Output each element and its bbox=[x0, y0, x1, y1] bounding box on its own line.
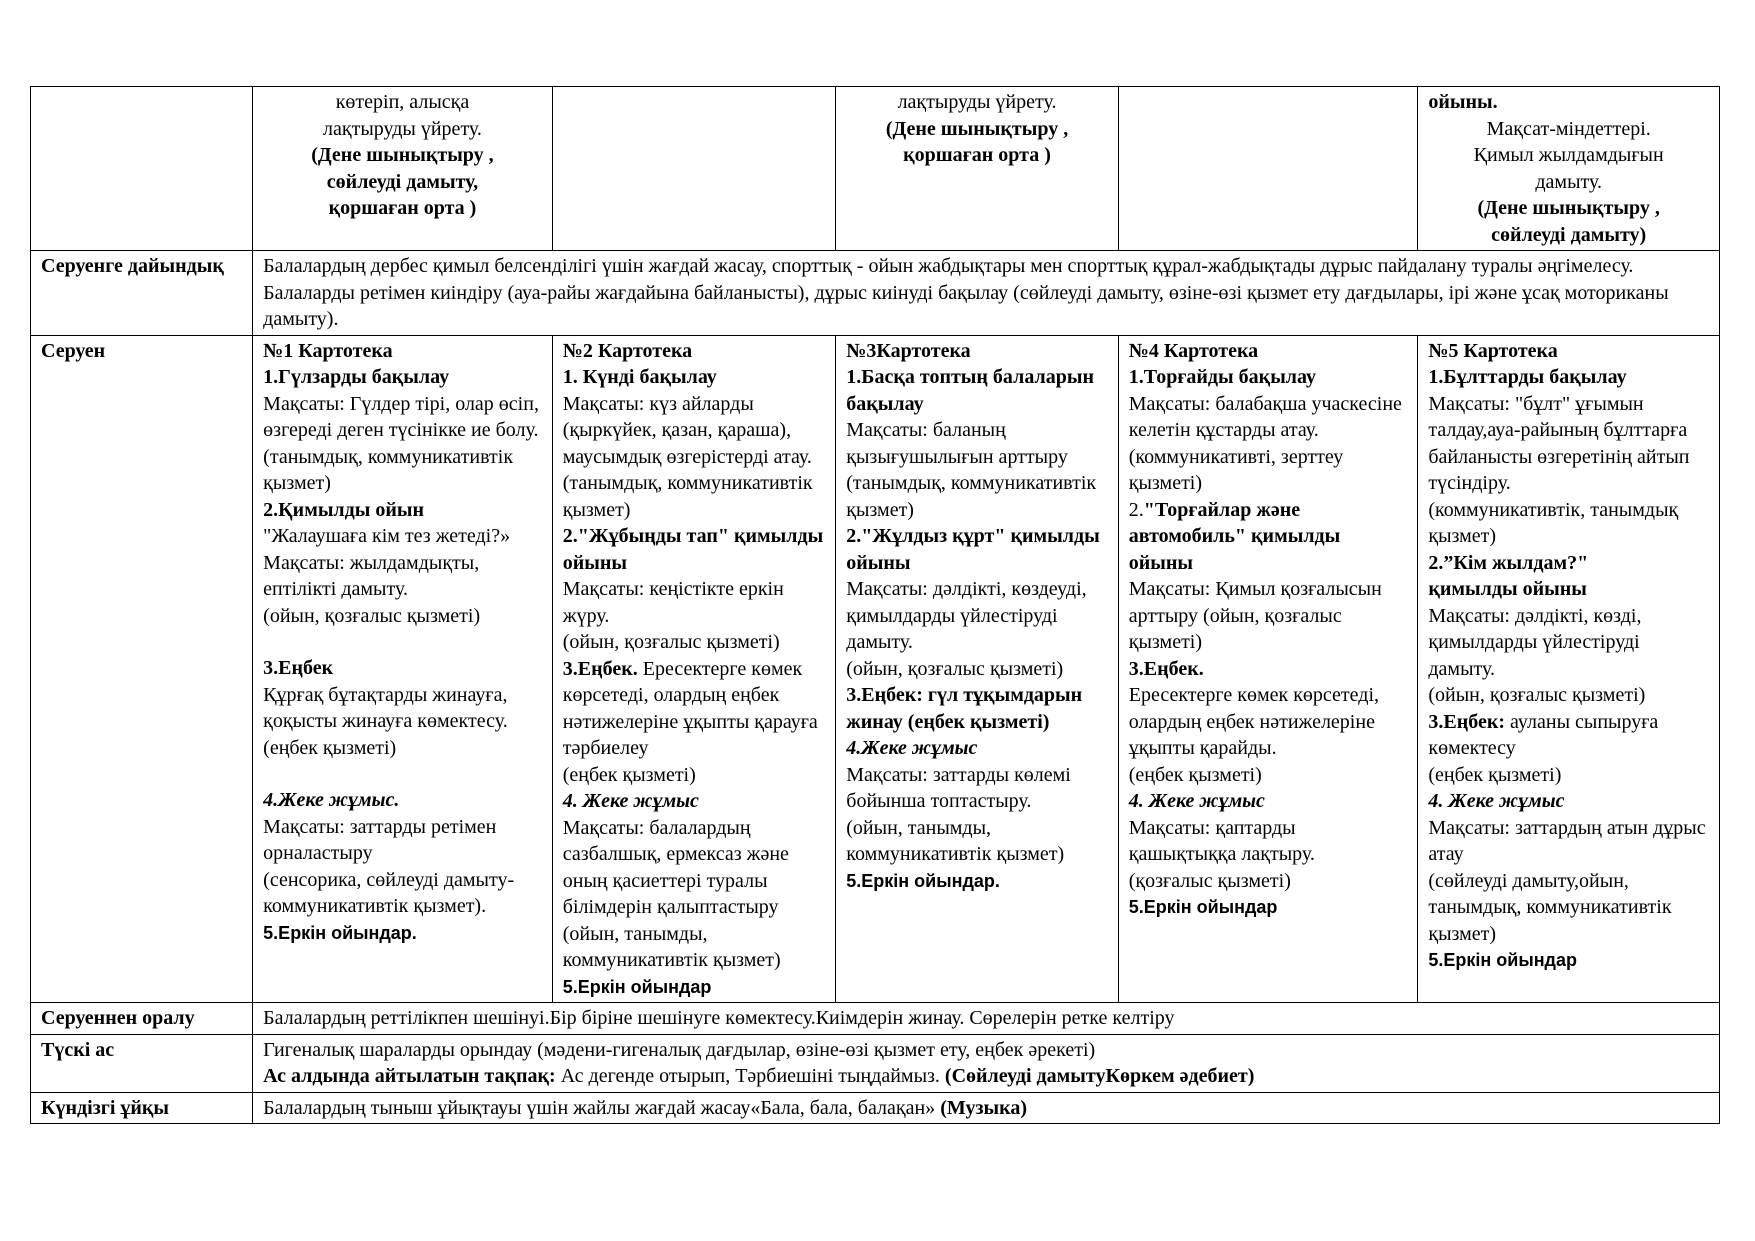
individual-title: 4. Жеке жұмыс bbox=[1128, 790, 1265, 812]
work-title: 3.Еңбек: гүл тұқымдарын жинау (еңбек қызметі) bbox=[846, 684, 1083, 733]
individual-tag: (сенсорика, сөйлеуді дамыту- коммуникативтік қызмет). bbox=[263, 868, 515, 917]
cont-tag: сөйлеуді дамыту, bbox=[326, 170, 479, 193]
game-text: Мақсаты: дәлдікті, көздеуді, қимылдарды үйлестіруді дамыту. bbox=[846, 578, 1087, 653]
observation-text: Мақсаты: баланың қызығушылығын арттыру bbox=[846, 419, 1068, 468]
cont-line: лақтыруды үйрету. bbox=[897, 91, 1057, 113]
game-number: 2. bbox=[1128, 498, 1144, 521]
individual-text: Мақсаты: заттардың атын дұрыс атау bbox=[1428, 816, 1706, 865]
nap-label: Күндізгі ұйқы bbox=[31, 1092, 253, 1124]
free-games: 5.Еркін ойындар bbox=[1128, 897, 1278, 917]
rhyme-label: Ас алдында айтылатын тақпақ: bbox=[263, 1065, 556, 1087]
cont-line: лақтыруды үйрету. bbox=[323, 117, 482, 140]
game-tag: (ойын, қозғалыс қызметі) bbox=[562, 631, 780, 653]
individual-tag: (қозғалыс қызметі) bbox=[1128, 869, 1291, 892]
observation-tag: (танымдық, коммуникативтік қызмет) bbox=[263, 445, 514, 494]
cont-line: Қимыл жылдамдығын bbox=[1473, 144, 1664, 166]
lunch-content bbox=[253, 1034, 1720, 1092]
observation-title: 1.Торғайды бақылау bbox=[1128, 366, 1317, 388]
free-games: 5.Еркін ойындар. bbox=[263, 922, 417, 943]
game-title: 2.”Кім жылдам?" bbox=[1428, 551, 1589, 574]
work-title: 3.Еңбек. bbox=[1128, 657, 1204, 680]
card-number: №3Картотека bbox=[846, 339, 971, 362]
walk-row bbox=[31, 335, 1720, 1003]
game-title: 2."Жұлдыз құрт" қимылды ойыны bbox=[846, 525, 1100, 574]
nap-row bbox=[31, 1092, 1720, 1124]
observation-text: Мақсаты: күз айларды (қыркүйек, қазан, қараша), маусымдық өзгерістерді атау. bbox=[562, 392, 812, 468]
individual-text: Мақсаты: заттарды ретімен орналастыру bbox=[263, 815, 497, 864]
game-text: Мақсаты: дәлдікті, көзді, қимылдарды үйлестіруді дамыту. bbox=[1428, 604, 1642, 680]
work-text: Құрғақ бұтақтарды жинауға, қоқысты жинауға көмектесу. bbox=[263, 683, 508, 732]
observation-title: 1. Күнді бақылау bbox=[562, 366, 717, 388]
observation-tag: (коммуникативтік, танымдық қызмет) bbox=[1428, 498, 1679, 547]
game-block bbox=[1129, 497, 1408, 577]
work-title: 3.Еңбек bbox=[263, 657, 334, 679]
observation-tag: (коммуникативті, зерттеу қызметі) bbox=[1128, 445, 1344, 494]
work-tag: (еңбек қызметі) bbox=[263, 736, 397, 759]
game-text: Мақсаты: Қимыл қозғалысын арттыру (ойын, қозғалыс қызметі) bbox=[1128, 578, 1382, 653]
free-games: 5.Еркін ойындар. bbox=[846, 870, 1000, 891]
spacer bbox=[263, 629, 542, 655]
continuation-col1 bbox=[253, 87, 553, 251]
continuation-col3 bbox=[836, 87, 1119, 251]
individual-title: 4. Жеке жұмыс bbox=[1428, 790, 1565, 812]
game-tag: (ойын, қозғалыс қызметі) bbox=[263, 604, 481, 627]
observation-text: Мақсаты: балабақша учаскесіне келетін құстарды атау. bbox=[1128, 392, 1402, 441]
work-tag: (еңбек қызметі) bbox=[1128, 763, 1262, 786]
spacer bbox=[263, 761, 542, 787]
continuation-col4 bbox=[1118, 87, 1418, 251]
walk-label: Серуен bbox=[31, 335, 253, 1003]
work-title: 3.Еңбек. bbox=[562, 657, 638, 680]
return-label: Серуеннен оралу bbox=[31, 1003, 253, 1035]
observation-tag: (танымдық, коммуникативтік қызмет) bbox=[846, 472, 1097, 521]
cont-line: көтеріп, алысқа bbox=[335, 91, 470, 113]
continuation-row bbox=[31, 87, 1720, 251]
lunch-row bbox=[31, 1034, 1720, 1092]
work-block bbox=[1428, 709, 1709, 762]
return-row bbox=[31, 1003, 1720, 1035]
individual-tag: (ойын, танымды, коммуникативтік қызмет) bbox=[562, 922, 781, 971]
individual-tag: (сөйлеуді дамыту,ойын, танымдық, коммуникативтік қызмет) bbox=[1428, 869, 1672, 945]
prep-text: Балалардың дербес қимыл белсенділігі үшін жағдай жасау, спорттық - ойын жабдықтары мен спорттық құрал-жабдықтады дұрыс пайдалану туралы әңгімелесу. Балаларды ретімен киіндіру (ауа-райы жағдайына байланысты), дұрыс киінуді бақылау (сөйлеуді дамыту, өзіне-өзі қызмет ету дағдылары, ірі және ұсақ моториканы дамыту). bbox=[253, 251, 1720, 336]
card-number: №4 Картотека bbox=[1128, 339, 1259, 362]
observation-title: 1.Бұлттарды бақылау bbox=[1428, 366, 1627, 388]
work-title: 3.Еңбек: bbox=[1428, 710, 1506, 733]
continuation-col2 bbox=[552, 87, 836, 251]
game-title: "Торғайлар және автомобиль" қимылды ойыны bbox=[1128, 498, 1341, 574]
game-text: Мақсаты: кеңістікте еркін жүру. bbox=[562, 578, 784, 627]
game-title-2: қимылды ойыны bbox=[1428, 578, 1587, 600]
lunch-label: Түскі ас bbox=[31, 1034, 253, 1092]
game-tag: (ойын, қозғалыс қызметі) bbox=[1428, 684, 1646, 706]
work-text: Ересектерге көмек көрсетеді, олардың еңбек нәтижелеріне ұқыпты қарауға тәрбиелеу bbox=[562, 657, 818, 759]
individual-text: Мақсаты: қаптарды қашықтыққа лақтыру. bbox=[1128, 816, 1315, 865]
individual-title: 4.Жеке жұмыс bbox=[846, 737, 978, 759]
cont-line: дамыту. bbox=[1535, 170, 1602, 193]
game-title: 2."Жұбыңды тап" қимылды ойыны bbox=[562, 525, 824, 574]
walk-day3 bbox=[836, 335, 1119, 1003]
observation-title: 1.Гүлзарды бақылау bbox=[263, 366, 450, 388]
empty-label-cell bbox=[31, 87, 253, 251]
rhyme-text: Ас дегенде отырып, Тәрбиешіні тыңдаймыз. bbox=[555, 1065, 945, 1087]
work-text: Ересектерге көмек көрсетеді, олардың еңбек нәтижелеріне ұқыпты қарайды. bbox=[1128, 684, 1380, 759]
cont-tag: (Дене шынықтыру , bbox=[1477, 197, 1660, 219]
cont-tag: қоршаған орта ) bbox=[328, 197, 477, 219]
observation-tag: (танымдық, коммуникативтік қызмет) bbox=[562, 472, 813, 521]
walk-day4 bbox=[1118, 335, 1418, 1003]
game-name: "Жалаушаға кім тез жетеді?» bbox=[263, 525, 511, 547]
cont-tag: қоршаған орта ) bbox=[903, 144, 1051, 166]
nap-content bbox=[253, 1092, 1720, 1124]
work-tag: (еңбек қызметі) bbox=[562, 763, 696, 786]
nap-text: Балалардың тыныш ұйықтауы үшін жайлы жағдай жасау«Бала, бала, балақан» bbox=[263, 1096, 941, 1119]
individual-tag: (ойын, танымды, коммуникативтік қызмет) bbox=[846, 816, 1065, 865]
card-number: №1 Картотека bbox=[263, 339, 393, 362]
observation-text: Мақсаты: "бұлт" ұғымын талдау,ауа-райының бұлттарға байланысты өзгеретінің айтып түсіндіру. bbox=[1428, 392, 1690, 494]
individual-title: 4. Жеке жұмыс bbox=[562, 790, 699, 812]
game-title: 2.Қимылды ойын bbox=[263, 498, 425, 521]
daily-plan-table bbox=[30, 86, 1720, 1124]
lunch-rhyme bbox=[263, 1063, 1709, 1090]
individual-text: Мақсаты: балалардың сазбалшық, ермексаз және оның қасиеттері туралы білімдерін қалыптастыру bbox=[562, 816, 789, 918]
individual-title: 4.Жеке жұмыс. bbox=[263, 789, 400, 811]
card-number: №5 Картотека bbox=[1428, 339, 1558, 362]
work-text: ауланы сыпыруға көмектесу bbox=[1428, 710, 1659, 759]
observation-text: Мақсаты: Гүлдер тірі, олар өсіп, өзгереді деген түсінікке ие болу. bbox=[263, 392, 539, 441]
prep-row bbox=[31, 251, 1720, 336]
lunch-hygiene: Гигеналық шараларды орындау (мәдени-гигеналық дағдылар, өзіне-өзі қызмет ету, еңбек әрекеті) bbox=[263, 1038, 1096, 1061]
continuation-col5 bbox=[1418, 87, 1720, 251]
work-tag: (еңбек қызметі) bbox=[1428, 763, 1562, 786]
game-text: Мақсаты: жылдамдықты, ептілікті дамыту. bbox=[263, 551, 480, 600]
free-games: 5.Еркін ойындар bbox=[562, 976, 712, 997]
walk-day5 bbox=[1418, 335, 1720, 1003]
nap-tag: (Музыка) bbox=[940, 1096, 1027, 1119]
work-block bbox=[563, 656, 826, 762]
cont-tag: сөйлеуді дамыту) bbox=[1491, 223, 1647, 246]
walk-day1 bbox=[253, 335, 553, 1003]
walk-day2 bbox=[552, 335, 836, 1003]
rhyme-tag: (Сөйлеуді дамытуКөркем әдебиет) bbox=[944, 1065, 1255, 1087]
prep-label: Серуенге дайындық bbox=[31, 251, 253, 336]
cont-title: ойыны. bbox=[1428, 91, 1498, 113]
cont-line: Мақсат-міндеттері. bbox=[1486, 117, 1651, 140]
cont-tag: (Дене шынықтыру , bbox=[885, 117, 1069, 140]
card-number: №2 Картотека bbox=[562, 339, 693, 362]
game-tag: (ойын, қозғалыс қызметі) bbox=[846, 657, 1064, 680]
observation-title: 1.Басқа топтың балаларын бақылау bbox=[846, 366, 1094, 415]
cont-tag: (Дене шынықтыру , bbox=[311, 144, 494, 166]
return-text: Балалардың реттілікпен шешінуі.Бір біріне шешінуге көмектесу.Киімдерін жинау. Сөрелерін ретке келтіру bbox=[253, 1003, 1720, 1035]
free-games: 5.Еркін ойындар bbox=[1428, 950, 1577, 970]
individual-text: Мақсаты: заттарды көлемі бойынша топтастыру. bbox=[846, 763, 1071, 812]
